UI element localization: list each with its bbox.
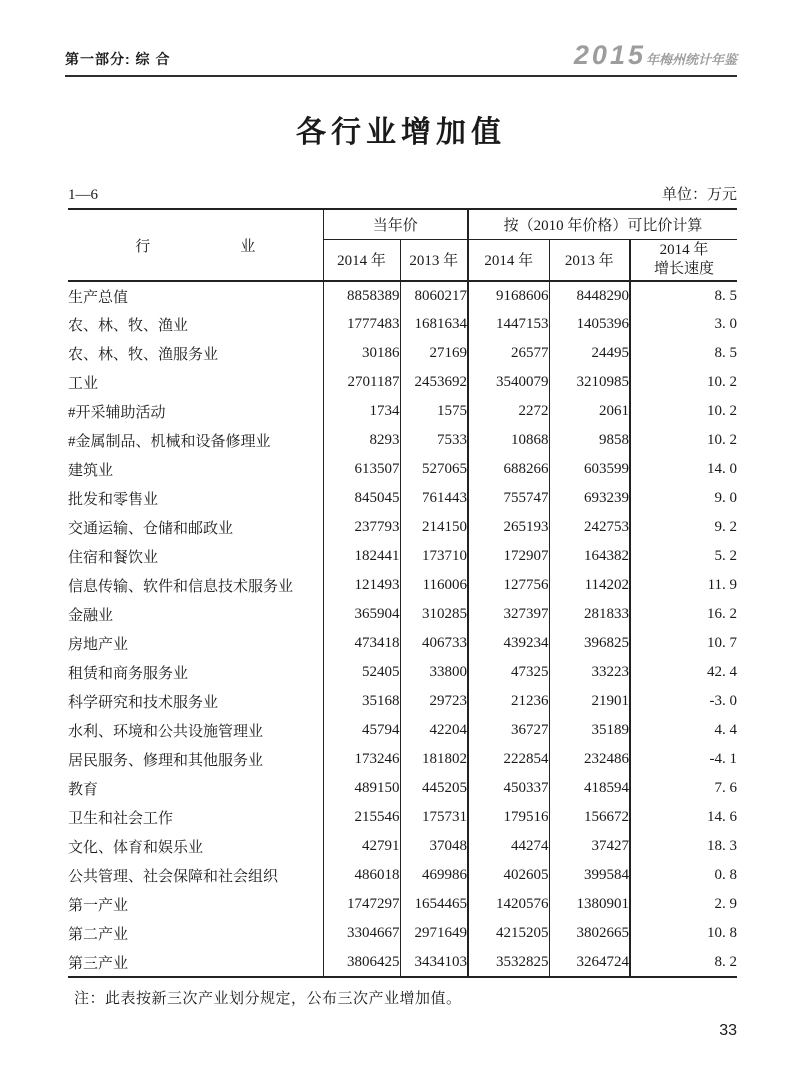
comparable-2014-value: 10868 — [468, 426, 549, 455]
comparable-2014-value: 26577 — [468, 339, 549, 368]
current-2014-value: 489150 — [323, 774, 400, 803]
comparable-2013-value: 164382 — [549, 542, 630, 571]
growth-header-line2: 增长速度 — [654, 260, 715, 277]
industry-name-cell: 居民服务、修理和其他服务业 — [68, 745, 323, 774]
current-2014-value: 2701187 — [323, 368, 400, 397]
current-2014-value: 121493 — [323, 571, 400, 600]
table-row — [68, 803, 737, 832]
growth-rate-2014-value: 42. 4 — [707, 664, 738, 680]
header-group-row — [68, 209, 737, 239]
current-2013-value: 3434103 — [400, 948, 468, 977]
industry-name-cell: #开采辅助活动 — [68, 397, 323, 426]
current-2013-value: 527065 — [400, 455, 468, 484]
page-title: 各行业增加值 — [296, 116, 506, 149]
current-2014-value: 182441 — [323, 542, 400, 571]
current-2013-value: 2453692 — [400, 368, 468, 397]
current-2014-value: 365904 — [323, 600, 400, 629]
col-header-growth-rate — [630, 239, 737, 281]
table-row — [68, 861, 737, 890]
current-2014-value: 1777483 — [323, 310, 400, 339]
comparable-2013-value: 37427 — [549, 832, 630, 861]
current-2013-value: 181802 — [400, 745, 468, 774]
current-2014-value: 3304667 — [323, 919, 400, 948]
comparable-2013-value: 242753 — [549, 513, 630, 542]
comparable-2014-value: 3532825 — [468, 948, 549, 977]
comparable-2014-value: 439234 — [468, 629, 549, 658]
current-2013-value: 214150 — [400, 513, 468, 542]
growth-rate-2014-value: 18. 3 — [707, 838, 738, 854]
comparable-2013-value: 418594 — [549, 774, 630, 803]
growth-rate-2014-value: 10. 7 — [707, 635, 738, 651]
table-row — [68, 832, 737, 861]
current-2014-value: 8293 — [323, 426, 400, 455]
current-2014-value: 35168 — [323, 687, 400, 716]
comparable-2014-value: 36727 — [468, 716, 549, 745]
comparable-2013-value: 24495 — [549, 339, 630, 368]
table-row — [68, 716, 737, 745]
table-row — [68, 542, 737, 571]
table-meta-row — [65, 186, 737, 205]
growth-rate-2014-value: 9. 2 — [714, 519, 738, 535]
comparable-2013-value: 3802665 — [549, 919, 630, 948]
comparable-2013-value: 693239 — [549, 484, 630, 513]
growth-rate-2014-value: 11. 9 — [707, 577, 738, 593]
current-2013-value: 8060217 — [400, 281, 468, 310]
industry-name-cell: 租赁和商务服务业 — [68, 658, 323, 687]
comparable-2014-value: 222854 — [468, 745, 549, 774]
comparable-2014-value: 21236 — [468, 687, 549, 716]
current-2014-value: 473418 — [323, 629, 400, 658]
current-2013-value: 29723 — [400, 687, 468, 716]
current-2013-value: 175731 — [400, 803, 468, 832]
growth-rate-2014-value: 8. 5 — [714, 287, 738, 304]
current-2014-value: 42791 — [323, 832, 400, 861]
current-2013-value: 116006 — [400, 571, 468, 600]
current-2013-value: 27169 — [400, 339, 468, 368]
table-row — [68, 426, 737, 455]
growth-rate-2014-value: 14. 0 — [707, 461, 738, 477]
running-head — [65, 0, 737, 77]
growth-rate-2014-value: 0. 8 — [714, 867, 738, 883]
industry-name-cell: 公共管理、社会保障和社会组织 — [68, 861, 323, 890]
table-row — [68, 513, 737, 542]
growth-rate-2014-value: 14. 6 — [707, 809, 738, 825]
table-row — [68, 774, 737, 803]
comparable-2014-value: 172907 — [468, 542, 549, 571]
table-row — [68, 629, 737, 658]
industry-name-cell: 文化、体育和娱乐业 — [68, 832, 323, 861]
growth-rate-2014-value: 9. 0 — [714, 490, 738, 506]
current-2014-value: 173246 — [323, 745, 400, 774]
industry-name-cell: 生产总值 — [68, 281, 323, 310]
current-2014-value: 3806425 — [323, 948, 400, 977]
comparable-2014-value: 327397 — [468, 600, 549, 629]
comparable-2013-value: 114202 — [549, 571, 630, 600]
industry-name-cell: 信息传输、软件和信息技术服务业 — [68, 571, 323, 600]
comparable-2013-value: 35189 — [549, 716, 630, 745]
industry-name-cell: 工业 — [68, 368, 323, 397]
industry-name-cell: 教育 — [68, 774, 323, 803]
table-number: 1—6 — [68, 187, 98, 203]
current-2013-value: 406733 — [400, 629, 468, 658]
table-row — [68, 310, 737, 339]
current-2013-value: 761443 — [400, 484, 468, 513]
current-2013-value: 1681634 — [400, 310, 468, 339]
current-2014-value: 486018 — [323, 861, 400, 890]
logo-year-text: 2015 — [573, 40, 646, 70]
industry-name-cell: #金属制品、机械和设备修理业 — [68, 426, 323, 455]
logo-subtitle-text: 年梅州统计年鉴 — [645, 52, 737, 67]
table-row — [68, 484, 737, 513]
col-group-comparable-price: 按（2010 年价格）可比价计算 — [468, 209, 737, 239]
current-2013-value: 310285 — [400, 600, 468, 629]
industry-name-cell: 科学研究和技术服务业 — [68, 687, 323, 716]
col-header-industry: 行 业 — [68, 209, 323, 281]
current-2014-value: 215546 — [323, 803, 400, 832]
comparable-2014-value: 127756 — [468, 571, 549, 600]
industry-name-cell: 住宿和餐饮业 — [68, 542, 323, 571]
current-2013-value: 7533 — [400, 426, 468, 455]
table-row — [68, 948, 737, 977]
growth-rate-2014-value: 3. 0 — [714, 316, 738, 332]
current-2014-value: 52405 — [323, 658, 400, 687]
growth-rate-2014-value: 7. 6 — [714, 780, 738, 796]
current-2014-value: 8858389 — [323, 281, 400, 310]
comparable-2013-value: 281833 — [549, 600, 630, 629]
current-2013-value: 2971649 — [400, 919, 468, 948]
comparable-2014-value: 1447153 — [468, 310, 549, 339]
current-2014-value: 1734 — [323, 397, 400, 426]
current-2014-value: 237793 — [323, 513, 400, 542]
growth-rate-2014-value: 5. 2 — [714, 548, 738, 564]
table-row — [68, 745, 737, 774]
comparable-2014-value: 3540079 — [468, 368, 549, 397]
growth-header-line1: 2014 年 — [659, 241, 709, 258]
comparable-2013-value: 33223 — [549, 658, 630, 687]
current-2014-value: 845045 — [323, 484, 400, 513]
comparable-2013-value: 1380901 — [549, 890, 630, 919]
table-row — [68, 919, 737, 948]
comparable-2014-value: 450337 — [468, 774, 549, 803]
comparable-2014-value: 688266 — [468, 455, 549, 484]
unit-label: 单位：万元 — [661, 187, 737, 203]
comparable-2013-value: 9858 — [549, 426, 630, 455]
table-row — [68, 339, 737, 368]
comparable-2013-value: 3210985 — [549, 368, 630, 397]
industry-name-cell: 交通运输、仓储和邮政业 — [68, 513, 323, 542]
industry-name-cell: 第三产业 — [68, 948, 323, 977]
table-row — [68, 397, 737, 426]
industry-name-cell: 水利、环境和公共设施管理业 — [68, 716, 323, 745]
current-2014-value: 30186 — [323, 339, 400, 368]
comparable-2013-value: 603599 — [549, 455, 630, 484]
industry-name-cell: 第二产业 — [68, 919, 323, 948]
yearbook-logo — [574, 42, 737, 73]
comparable-2014-value: 9168606 — [468, 281, 549, 310]
comparable-2013-value: 232486 — [549, 745, 630, 774]
current-2013-value: 1575 — [400, 397, 468, 426]
industry-value-added-table — [68, 208, 737, 978]
industry-name-cell: 农、林、牧、渔业 — [68, 310, 323, 339]
industry-name-cell: 第一产业 — [68, 890, 323, 919]
table-row — [68, 368, 737, 397]
current-2013-value: 33800 — [400, 658, 468, 687]
comparable-2013-value: 156672 — [549, 803, 630, 832]
col-group-current-price: 当年价 — [323, 209, 468, 239]
growth-rate-2014-value: 10. 2 — [707, 374, 738, 390]
comparable-2014-value: 1420576 — [468, 890, 549, 919]
table-row — [68, 600, 737, 629]
table-row — [68, 571, 737, 600]
table-footnote: 注：此表按新三次产业划分规定，公布三次产业增加值。 — [74, 991, 462, 1007]
comparable-2014-value: 755747 — [468, 484, 549, 513]
col-header-comparable-2013: 2013 年 — [549, 239, 630, 281]
growth-rate-2014-value: -4. 1 — [709, 751, 738, 767]
comparable-2014-value: 44274 — [468, 832, 549, 861]
current-2013-value: 1654465 — [400, 890, 468, 919]
current-2013-value: 37048 — [400, 832, 468, 861]
growth-rate-2014-value: 10. 2 — [707, 403, 738, 419]
growth-rate-2014-value: 10. 2 — [707, 432, 738, 448]
section-label: 第一部分: 综 合 — [65, 51, 171, 67]
comparable-2014-value: 265193 — [468, 513, 549, 542]
comparable-2013-value: 21901 — [549, 687, 630, 716]
growth-rate-2014-value: 2. 9 — [714, 896, 738, 912]
table-row — [68, 455, 737, 484]
comparable-2013-value: 3264724 — [549, 948, 630, 977]
comparable-2014-value: 402605 — [468, 861, 549, 890]
growth-rate-2014-value: 10. 8 — [707, 925, 738, 941]
growth-rate-2014-value: -3. 0 — [709, 693, 738, 709]
current-2013-value: 445205 — [400, 774, 468, 803]
comparable-2014-value: 4215205 — [468, 919, 549, 948]
comparable-2014-value: 179516 — [468, 803, 549, 832]
industry-name-cell: 农、林、牧、渔服务业 — [68, 339, 323, 368]
comparable-2013-value: 2061 — [549, 397, 630, 426]
current-2013-value: 173710 — [400, 542, 468, 571]
col-header-current-2013: 2013 年 — [400, 239, 468, 281]
industry-name-cell: 房地产业 — [68, 629, 323, 658]
industry-name-cell: 卫生和社会工作 — [68, 803, 323, 832]
comparable-2014-value: 2272 — [468, 397, 549, 426]
comparable-2013-value: 399584 — [549, 861, 630, 890]
current-2014-value: 45794 — [323, 716, 400, 745]
page-number: 33 — [719, 1022, 737, 1039]
growth-rate-2014-value: 4. 4 — [714, 722, 738, 738]
table-row — [68, 890, 737, 919]
table-row — [68, 687, 737, 716]
growth-rate-2014-value: 8. 2 — [714, 953, 738, 970]
current-2014-value: 1747297 — [323, 890, 400, 919]
comparable-2014-value: 47325 — [468, 658, 549, 687]
growth-rate-2014-value: 16. 2 — [707, 606, 738, 622]
comparable-2013-value: 8448290 — [549, 281, 630, 310]
current-2013-value: 42204 — [400, 716, 468, 745]
industry-name-cell: 批发和零售业 — [68, 484, 323, 513]
industry-name-cell: 建筑业 — [68, 455, 323, 484]
col-header-current-2014: 2014 年 — [323, 239, 400, 281]
comparable-2013-value: 396825 — [549, 629, 630, 658]
table-row — [68, 658, 737, 687]
current-2013-value: 469986 — [400, 861, 468, 890]
growth-rate-2014-value: 8. 5 — [714, 345, 738, 361]
current-2014-value: 613507 — [323, 455, 400, 484]
industry-name-cell: 金融业 — [68, 600, 323, 629]
col-header-comparable-2014: 2014 年 — [468, 239, 549, 281]
table-row — [68, 281, 737, 310]
comparable-2013-value: 1405396 — [549, 310, 630, 339]
